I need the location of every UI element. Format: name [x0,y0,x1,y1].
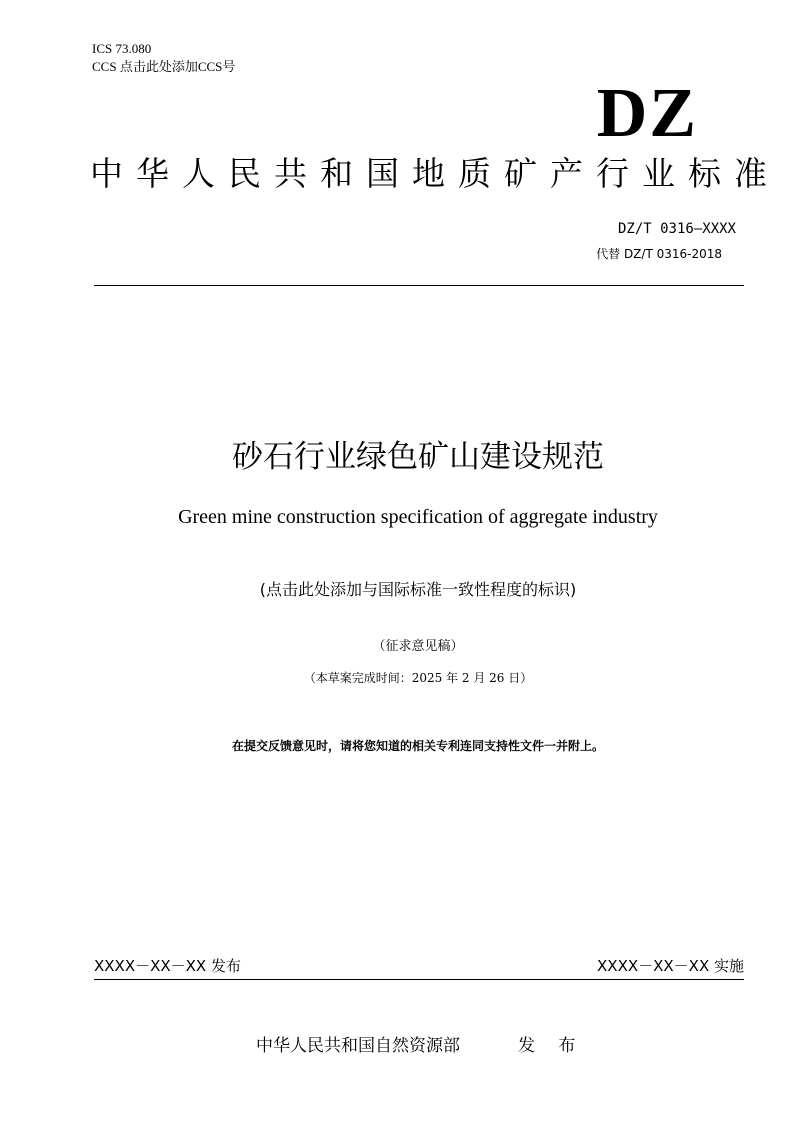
top-divider [94,285,744,286]
publisher: 中华人民共和国自然资源部 [256,1036,460,1056]
ccs-code: CCS 点击此处添加CCS号 [92,59,236,74]
classification-codes [92,40,235,76]
patent-notice: 在提交反馈意见时，请将您知道的相关专利连同支持性文件一并附上。 [231,739,604,753]
bottom-divider [94,979,744,980]
standard-title: 中华人民共和国地质矿产行业标准 [90,154,780,193]
consistency-placeholder[interactable]: (点击此处添加与国际标准一致性程度的标识) [259,580,577,599]
replaces-standard: 代替 DZ/T 0316-2018 [596,247,722,261]
issue-date: XXXX－XX－XX 发布 [94,957,241,975]
draft-label: （征求意见稿） [372,639,464,654]
implementation-date: XXXX－XX－XX 实施 [597,957,744,975]
standard-code: DZ/T 0316—XXXX [617,221,736,237]
document-title-cn: 砂石行业绿色矿山建设规范 [232,439,604,475]
ics-code: ICS 73.080 [92,41,152,56]
document-title-en: Green mine construction specification of aggregate industry [178,506,658,528]
publish-label: 发 布 [518,1036,585,1056]
dz-logo: DZ [596,75,698,152]
draft-date: （本草案完成时间：2025 年 2 月 26 日） [303,671,533,685]
